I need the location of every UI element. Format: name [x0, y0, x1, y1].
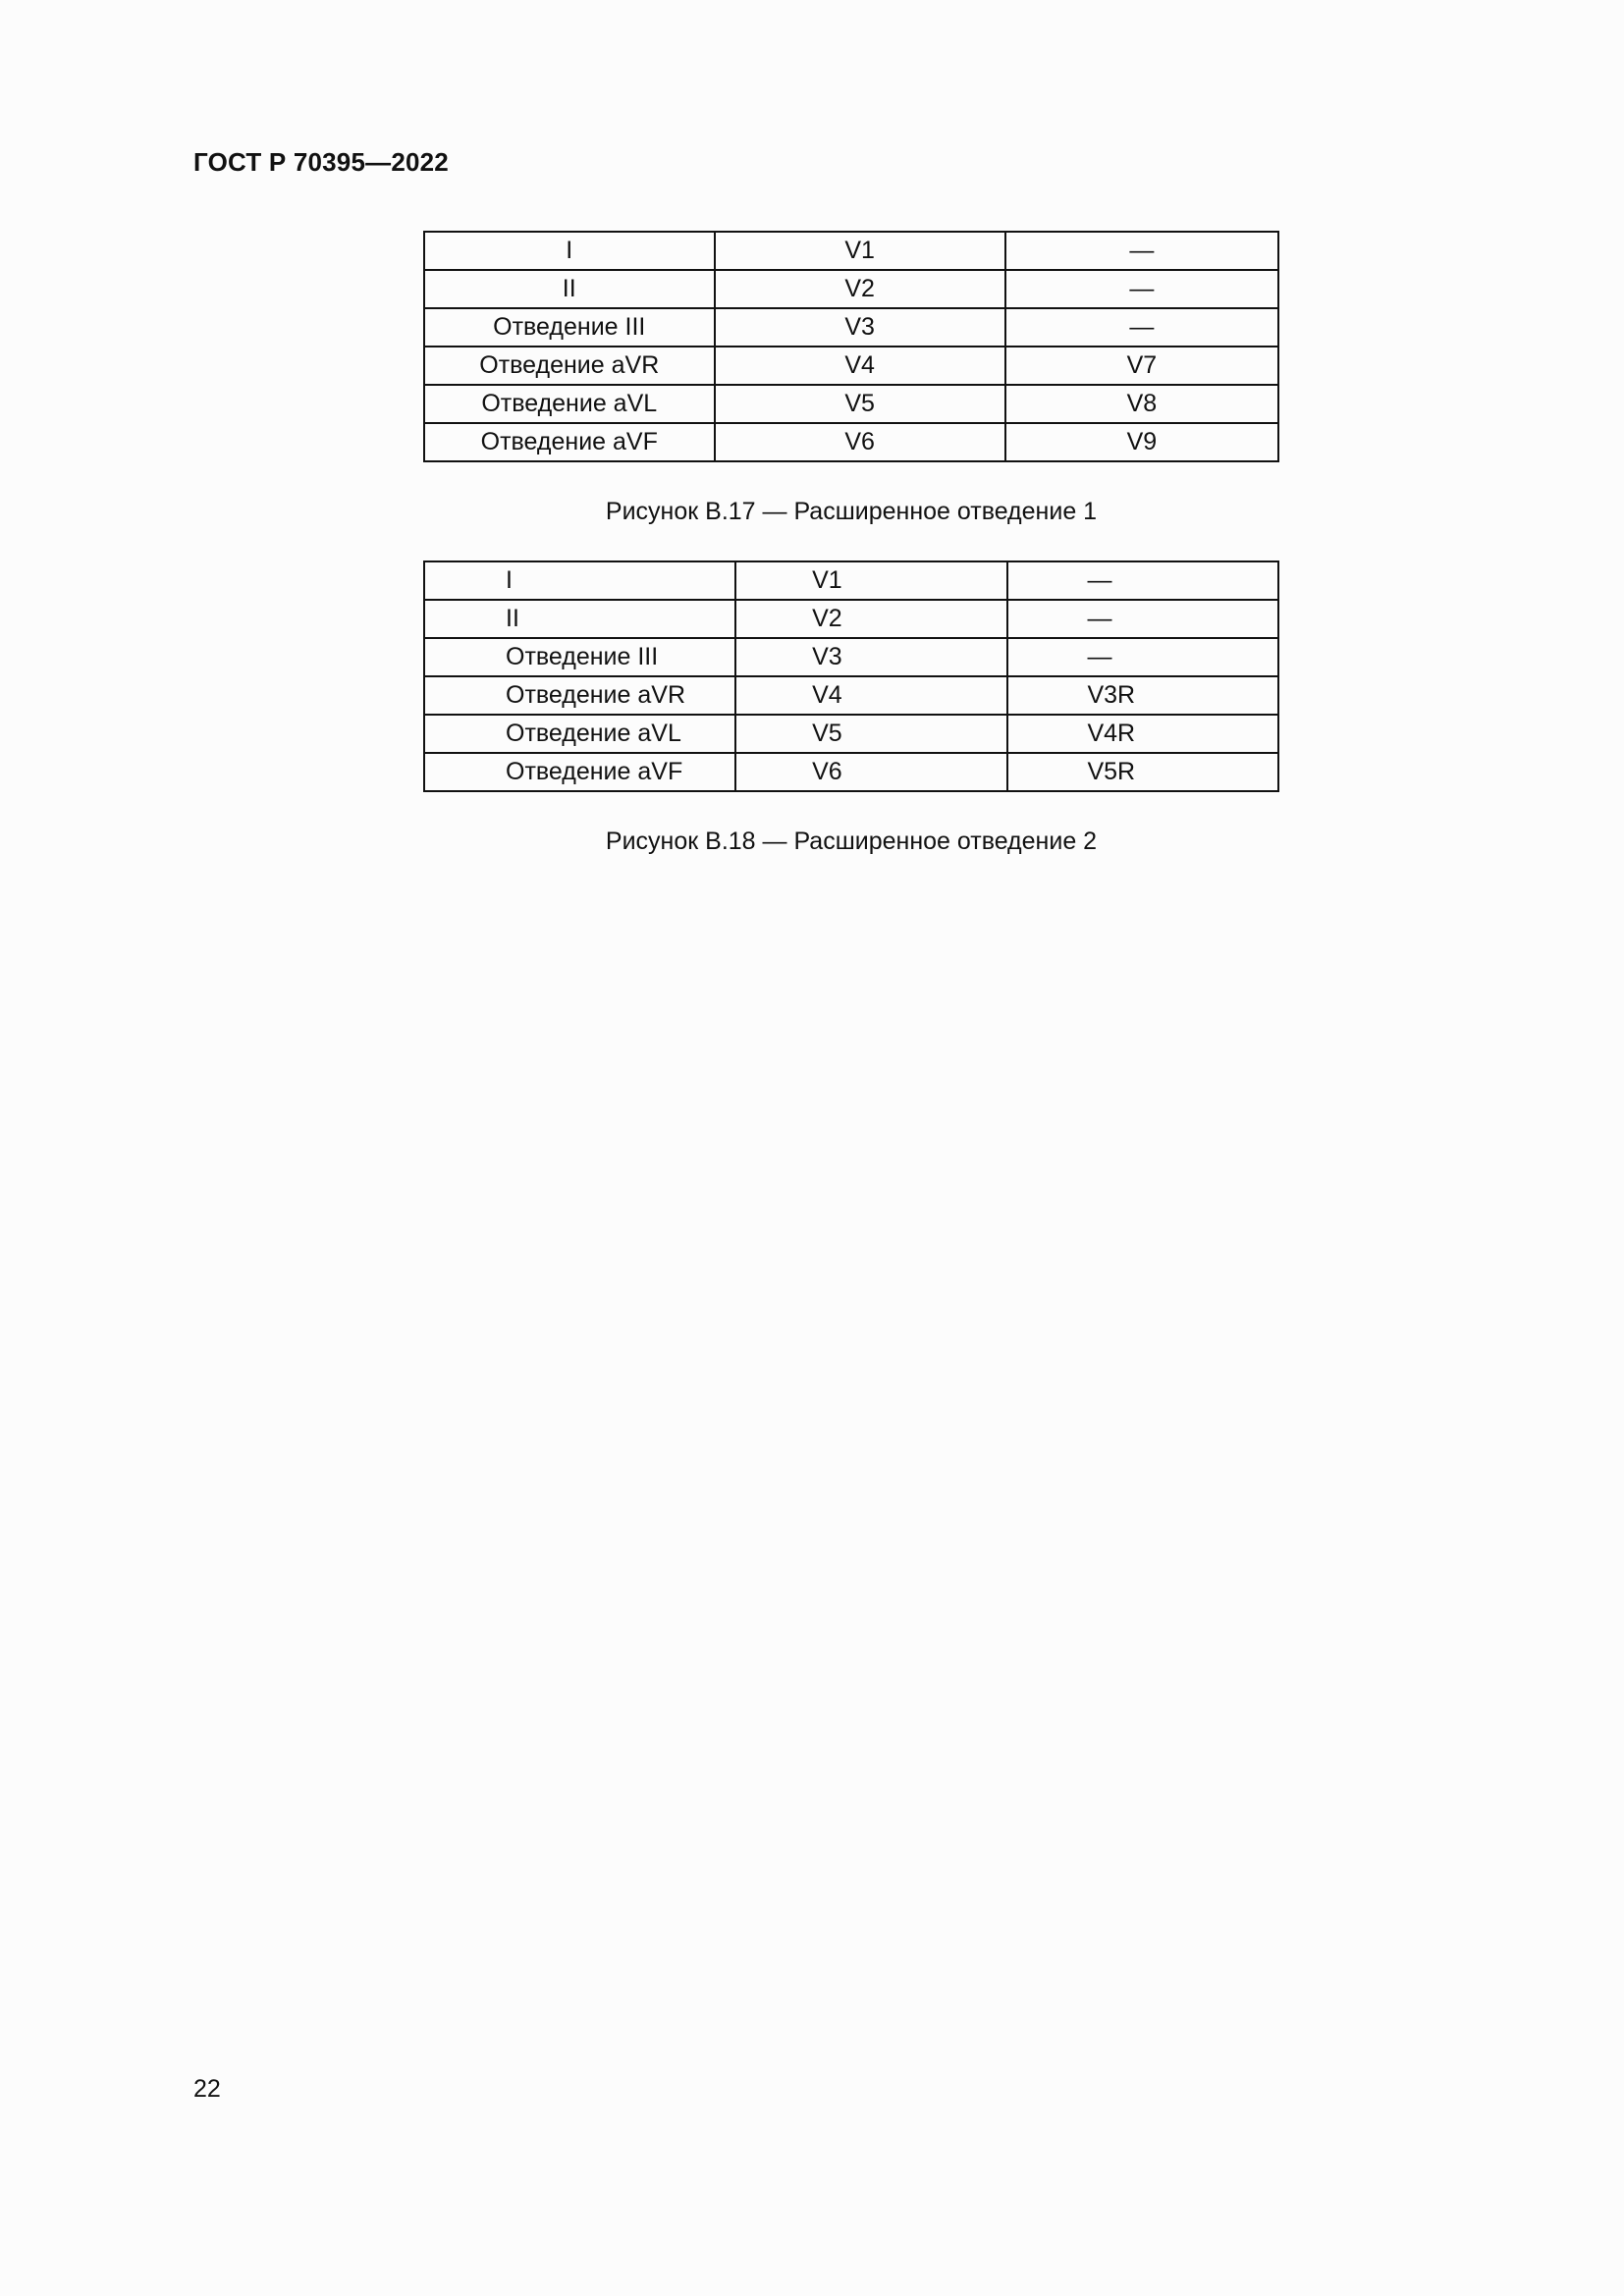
- table-cell: V6: [715, 423, 1005, 461]
- table-row: [424, 423, 1278, 461]
- table-row: [424, 676, 1278, 715]
- table-cell: V2: [735, 600, 1007, 638]
- table-row: [424, 270, 1278, 308]
- table-row: [424, 385, 1278, 423]
- table-cell: Отведение aVL: [424, 715, 735, 753]
- table-row: [424, 600, 1278, 638]
- table-cell: Отведение aVF: [424, 753, 735, 791]
- figure-b18-caption: Рисунок В.18 — Расширенное отведение 2: [605, 828, 1098, 855]
- table-cell: V2: [715, 270, 1005, 308]
- figure-b18-table: [423, 561, 1279, 792]
- figure-b17-caption: Рисунок В.17 — Расширенное отведение 1: [605, 498, 1098, 525]
- table-cell: V3R: [1007, 676, 1278, 715]
- table-cell: Отведение aVF: [424, 423, 715, 461]
- table-row: [424, 561, 1278, 600]
- table-cell: V6: [735, 753, 1007, 791]
- table-cell: —: [1005, 270, 1278, 308]
- table-cell: —: [1005, 232, 1278, 270]
- table-cell: V8: [1005, 385, 1278, 423]
- table-cell: Отведение III: [424, 308, 715, 347]
- page-number: 22: [193, 2075, 221, 2103]
- table-cell: I: [424, 232, 715, 270]
- table-cell: V3: [715, 308, 1005, 347]
- table-cell: V5R: [1007, 753, 1278, 791]
- table-cell: II: [424, 600, 735, 638]
- table-row: [424, 638, 1278, 676]
- table-cell: V1: [715, 232, 1005, 270]
- table-cell: Отведение aVR: [424, 347, 715, 385]
- table-cell: Отведение III: [424, 638, 735, 676]
- table-cell: —: [1007, 638, 1278, 676]
- table-cell: V3: [735, 638, 1007, 676]
- table-cell: V5: [715, 385, 1005, 423]
- table-cell: V1: [735, 561, 1007, 600]
- table-cell: V5: [735, 715, 1007, 753]
- table-cell: V4: [735, 676, 1007, 715]
- table-cell: V9: [1005, 423, 1278, 461]
- table-cell: —: [1007, 561, 1278, 600]
- table-cell: —: [1007, 600, 1278, 638]
- table-cell: II: [424, 270, 715, 308]
- table-cell: Отведение aVR: [424, 676, 735, 715]
- table-cell: Отведение aVL: [424, 385, 715, 423]
- document-header: ГОСТ Р 70395—2022: [193, 147, 449, 177]
- table-cell: I: [424, 561, 735, 600]
- table-cell: —: [1005, 308, 1278, 347]
- table-row: [424, 753, 1278, 791]
- table-row: [424, 308, 1278, 347]
- table-cell: V7: [1005, 347, 1278, 385]
- table-row: [424, 715, 1278, 753]
- table-cell: V4R: [1007, 715, 1278, 753]
- figure-b17-table: [423, 231, 1279, 462]
- table-row: [424, 232, 1278, 270]
- table-row: [424, 347, 1278, 385]
- table-cell: V4: [715, 347, 1005, 385]
